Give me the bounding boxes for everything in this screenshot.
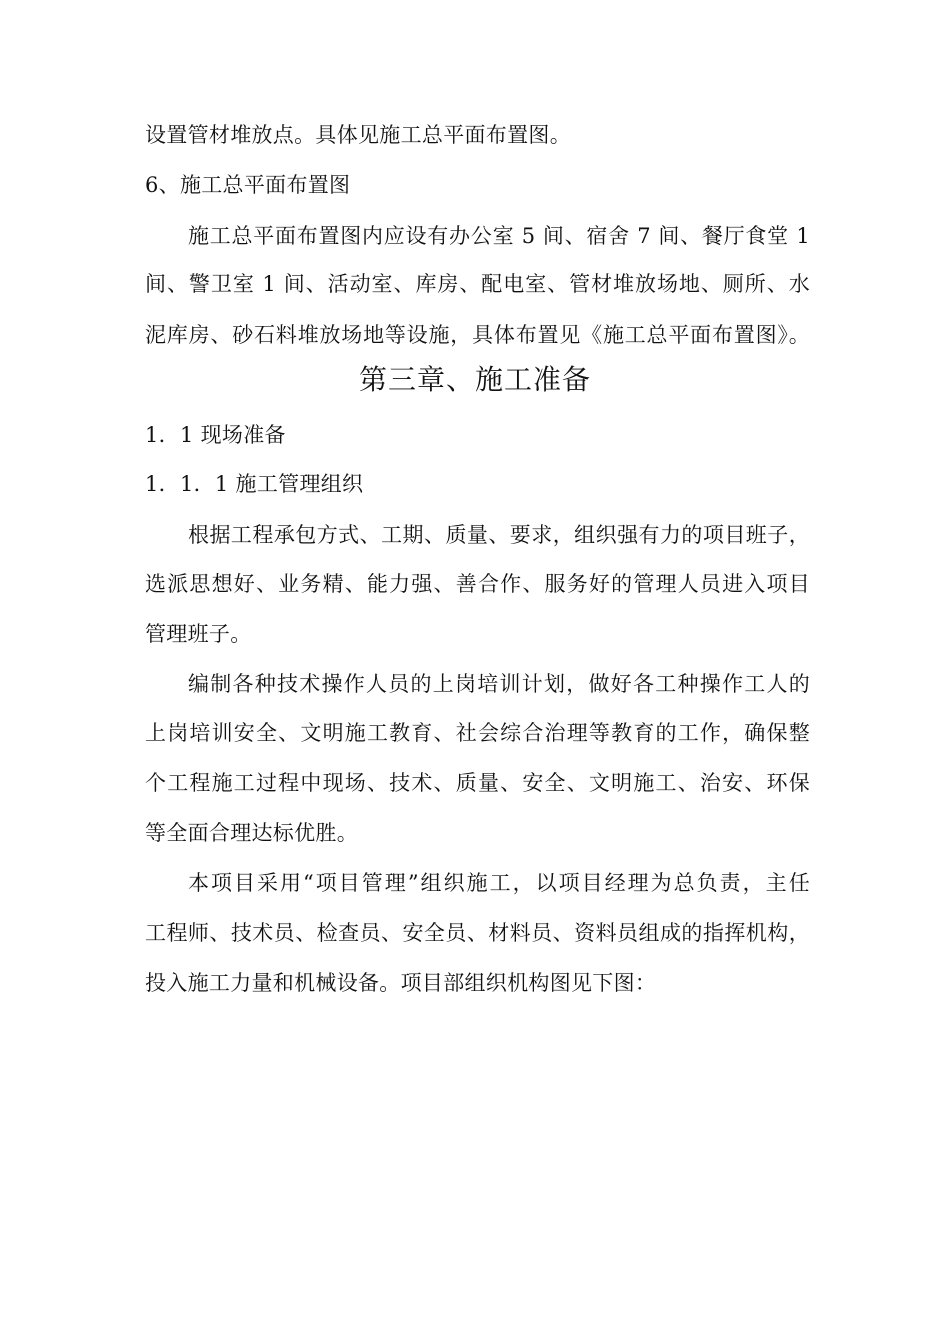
section-heading: 6、施工总平面布置图 (145, 173, 351, 197)
paragraph-line: 编制各种技术操作人员的上岗培训计划，做好各工种操作工人的 (188, 672, 810, 696)
paragraph-line: 选派思想好、业务精、能力强、善合作、服务好的管理人员进入项目 (145, 572, 810, 596)
paragraph-line: 投入施工力量和机械设备。项目部组织机构图见下图： (145, 971, 657, 995)
subsection-heading: 1．1．1 施工管理组织 (145, 472, 364, 496)
paragraph-line: 本项目采用“项目管理”组织施工，以项目经理为总负责，主任 (188, 871, 810, 895)
paragraph-line: 工程师、技术员、检查员、安全员、材料员、资料员组成的指挥机构， (145, 921, 810, 945)
paragraph-line: 设置管材堆放点。具体见施工总平面布置图。 (145, 123, 571, 147)
paragraph-line: 间、警卫室 1 间、活动室、库房、配电室、管材堆放场地、厕所、水 (145, 272, 810, 296)
paragraph-line: 等全面合理达标优胜。 (145, 821, 358, 845)
paragraph-line: 施工总平面布置图内应设有办公室 5 间、宿舍 7 间、餐厅食堂 1 (188, 224, 810, 248)
paragraph-line: 上岗培训安全、文明施工教育、社会综合治理等教育的工作，确保整 (145, 721, 810, 745)
paragraph-line: 根据工程承包方式、工期、质量、要求，组织强有力的项目班子， (188, 523, 810, 547)
section-heading: 1．1 现场准备 (145, 423, 286, 447)
paragraph-line: 管理班子。 (145, 622, 252, 646)
chapter-heading: 第三章、施工准备 (358, 363, 591, 396)
paragraph-line: 泥库房、砂石料堆放场地等设施，具体布置见《施工总平面布置图》。 (145, 323, 810, 347)
paragraph-line: 个工程施工过程中现场、技术、质量、安全、文明施工、治安、环保 (145, 771, 810, 795)
